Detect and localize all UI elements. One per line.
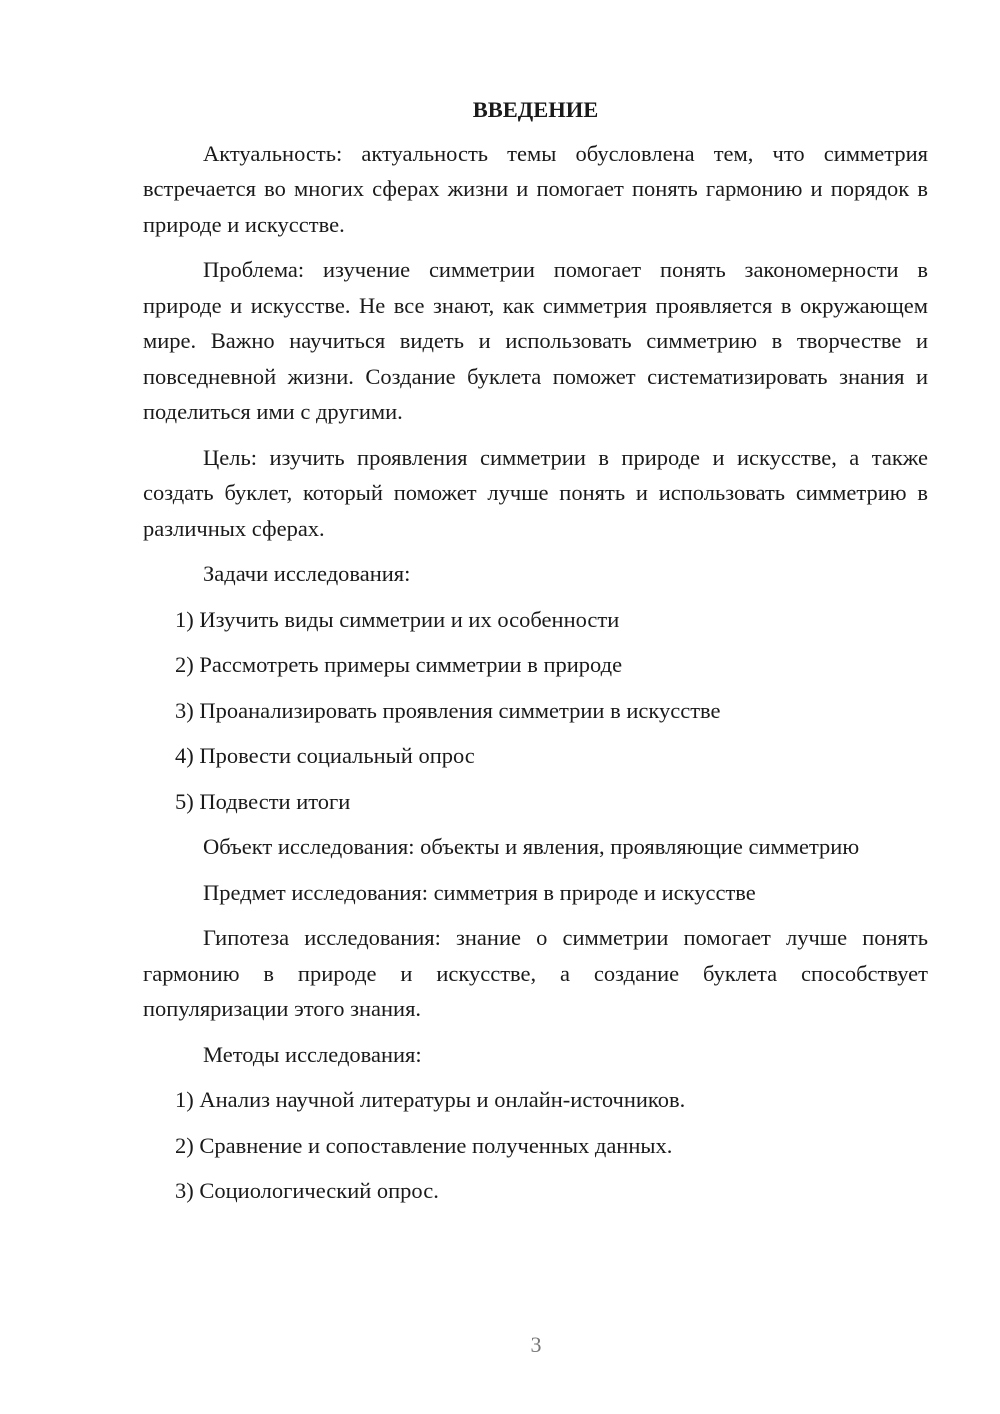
methods-list [143,1082,928,1209]
list-item: 3) Проанализировать проявления симметрии в искусстве [175,697,721,723]
list-item: 1) Анализ научной литературы и онлайн-источников. [175,1087,686,1112]
tasks-title: Задачи исследования: [203,561,411,586]
list-item: 2) Сравнение и сопоставление полученных данных. [175,1132,673,1158]
hypothesis-paragraph: Гипотеза исследования: знание о симметрии помогает лучше понять гармонию в природе и искусстве, а создание буклета способствует популяризации этого знания. [143,925,928,1021]
page-number: 3 [530,1332,542,1357]
problem-paragraph: Проблема: изучение симметрии помогает понять закономерности в природе и искусстве. Не все знают, как симметрия проявляется в окружающем мире. Важно научиться видеть и использовать симметрию в творчестве и повседневной жизни. Создание буклета поможет систематизировать знания и поделиться ими с другими. [143,257,928,424]
list-item: 5) Подвести итоги [175,788,351,814]
methods-title: Методы исследования: [203,1041,422,1067]
list-item: 2) Рассмотреть примеры симметрии в природе [175,652,623,677]
tasks-list [143,602,928,820]
subject-paragraph: Предмет исследования: симметрия в природе и искусстве [203,879,756,905]
object-paragraph: Объект исследования: объекты и явления, проявляющие симметрию [203,834,860,859]
list-item: 1) Изучить виды симметрии и их особенности [175,606,620,632]
goal-paragraph: Цель: изучить проявления симметрии в природе и искусстве, а также создать буклет, который поможет лучше понять и использовать симметрию в различных сферах. [143,444,928,541]
list-item: 4) Провести социальный опрос [175,743,475,768]
list-item: 3) Социологический опрос. [175,1178,439,1203]
relevance-paragraph: Актуальность: актуальность темы обусловлена тем, что симметрия встречается во многих сферах жизни и помогает понять гармонию и порядок в природе и искусстве. [143,140,928,237]
page-content [143,92,928,1219]
page-title: ВВЕДЕНИЕ [472,97,599,122]
